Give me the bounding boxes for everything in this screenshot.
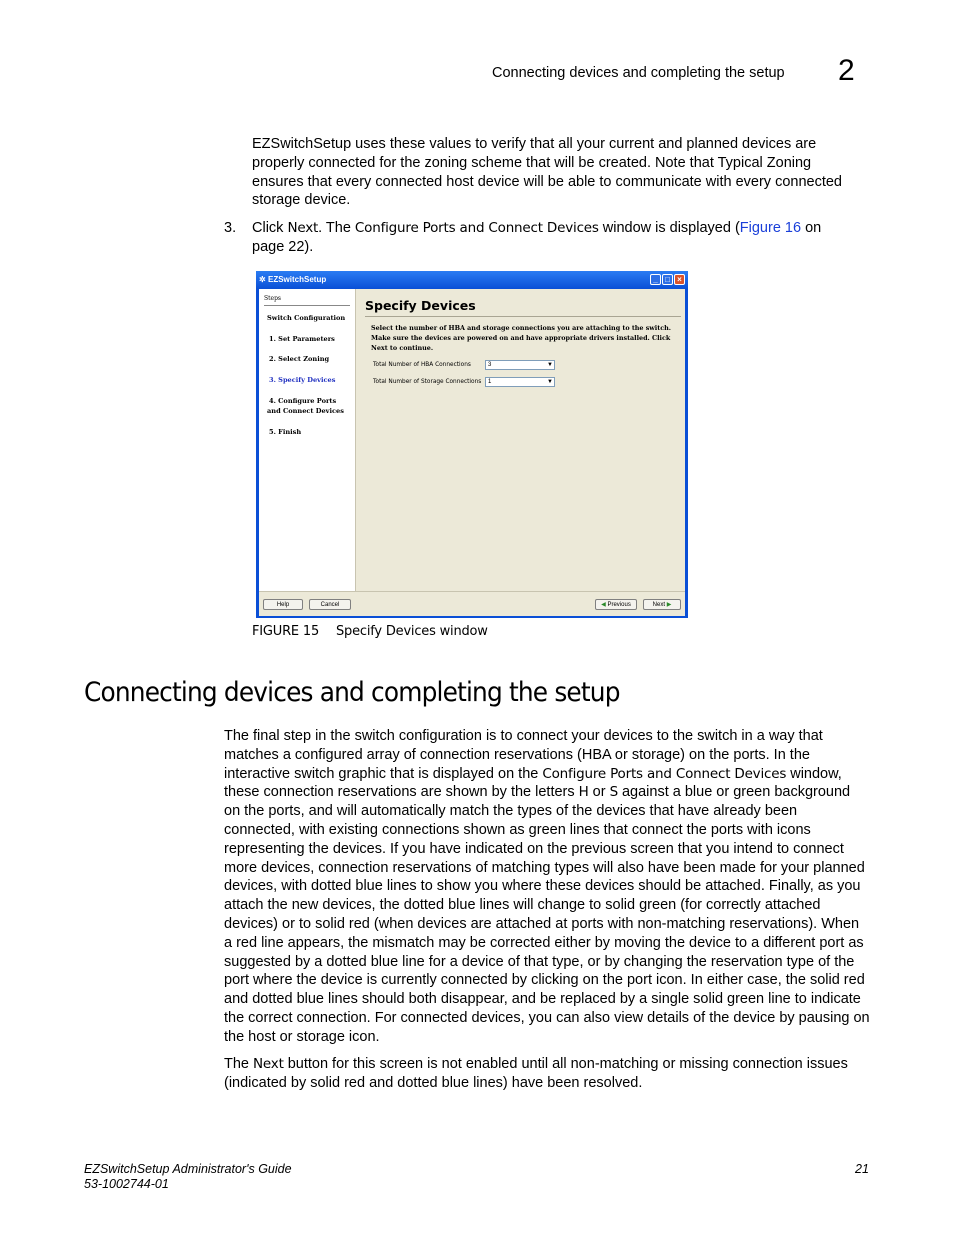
chevron-down-icon: ▼: [547, 379, 553, 385]
steps-header: Steps: [264, 295, 281, 302]
letter-s-term: S: [609, 784, 618, 801]
step-configure-ports-cont: and Connect Devices: [267, 407, 344, 415]
step-3-text: [252, 219, 862, 257]
body-text: button for this screen is not enabled until all non-matching or missing connection issues (indicated by solid red and dotted blue lines) have been resolved.: [224, 1056, 848, 1091]
chevron-down-icon: ▼: [547, 362, 553, 368]
footer-doc-number: 53-1002744-01: [84, 1177, 169, 1191]
step-text: . The: [318, 220, 355, 236]
figure-caption-text: Specify Devices window: [336, 624, 488, 639]
step-text: Click: [252, 220, 288, 236]
step-text: on: [801, 220, 822, 236]
divider: [365, 316, 681, 317]
panel-title: Specify Devices: [365, 298, 476, 313]
step-set-parameters: 1. Set Parameters: [269, 335, 335, 343]
minimize-icon[interactable]: _: [650, 274, 661, 285]
figure-caption: [252, 624, 488, 639]
next-term: Next: [287, 220, 319, 236]
intro-paragraph: EZSwitchSetup uses these values to verify that all your current and planned devices are properly connected for the zoning scheme that will be created. Note that Typical Zoning ensures that every connected host device will be able to communicate with every connected storage device.: [252, 136, 842, 209]
body-paragraph-1: [224, 727, 870, 1047]
window-client: [259, 289, 685, 615]
instructions: Select the number of HBA and storage connections you are attaching to the switch. Make sure the devices are powered on and have appropriate drivers installed. Click Next to continue.: [371, 324, 671, 352]
figure-label: FIGURE 15: [252, 624, 320, 639]
right-arrow-icon: ▶: [666, 602, 672, 608]
previous-label: Previous: [607, 602, 631, 608]
maximize-icon[interactable]: □: [662, 274, 673, 285]
body-text: window, these connection reservations are shown by the letters: [224, 765, 842, 801]
hba-connections-select[interactable]: [485, 360, 555, 370]
cancel-button[interactable]: Cancel: [309, 599, 351, 610]
footer-page-number: 21: [855, 1162, 869, 1176]
steps-panel: [259, 289, 356, 591]
letter-h-term: H: [578, 784, 589, 801]
body-text: against a blue or green background on the ports, and will automatically match the types of the devices that have already been connected, with existing connections shown as green lines that connect the ports with icons representing the devices. If you have indicated on the previous screen that you intend to connect more devices, connection reservations of matching types will also have been made for your planned devices, with dotted blue lines to show you where these devices should be attached. Finally, as you attach the new devices, the dotted blue lines will change to solid green (for correctly attached devices) or to solid red (when devices are attached at ports with non-matching reservations). When a red line appears, the mismatch may be corrected either by moving the device to a different port as suggested by a dotted blue line for a device of that type, or by changing the reservation type of the port where the device is currently connected by clicking on the port icon. In either case, the solid red and dotted blue lines should both disappear, and be replaced by a single solid green line to indicate the correct connection. For connected devices, you can also view details of the device by pausing on the host or storage icon.: [224, 784, 870, 1045]
button-bar: [259, 591, 685, 616]
app-icon: ✲: [259, 275, 266, 284]
body-text: The: [224, 1056, 254, 1072]
figure-16-link[interactable]: Figure 16: [739, 220, 802, 236]
window-title: EZSwitchSetup: [268, 275, 327, 284]
next-label: Next: [652, 602, 666, 608]
ezswitchsetup-window: [256, 271, 688, 618]
storage-connections-value: 1: [488, 379, 492, 385]
next-term: Next: [253, 1056, 284, 1072]
main-panel: [359, 289, 685, 591]
section-title: Connecting devices and completing the setup: [84, 677, 620, 708]
body-text: or: [588, 784, 610, 801]
chapter-number: 2: [838, 54, 855, 87]
footer-guide-title: EZSwitchSetup Administrator's Guide: [84, 1162, 292, 1176]
close-icon[interactable]: ×: [674, 274, 685, 285]
step-select-zoning: 2. Select Zoning: [269, 355, 330, 363]
hba-connections-label: Total Number of HBA Connections: [373, 362, 471, 368]
window-name-term: Configure Ports and Connect Devices: [354, 220, 599, 236]
window-titlebar: [256, 271, 688, 289]
step-finish: 5. Finish: [269, 428, 302, 436]
body-paragraph-2: [224, 1055, 870, 1093]
storage-connections-select[interactable]: [485, 377, 555, 387]
running-header: Connecting devices and completing the setup: [492, 65, 785, 81]
divider: [264, 305, 350, 306]
body-text: The final step in the switch configuration is to connect your devices to the switch in a way that matches a configured array of connection reservations (HBA or storage) on the ports. In the interactive switch graphic that is displayed on the: [224, 728, 823, 782]
next-button[interactable]: [643, 599, 681, 610]
step-text: page 22).: [252, 238, 314, 255]
help-button[interactable]: Help: [263, 599, 303, 610]
step-number: 3.: [224, 220, 237, 236]
step-configure-ports: 4. Configure Ports: [269, 397, 337, 405]
previous-button[interactable]: [595, 599, 637, 610]
left-arrow-icon: ◀: [601, 602, 606, 608]
step-specify-devices: 3. Specify Devices: [269, 376, 336, 384]
storage-connections-label: Total Number of Storage Connections: [373, 379, 482, 385]
window-name-term: Configure Ports and Connect Devices: [542, 765, 787, 782]
step-text: window is displayed (: [598, 220, 740, 236]
step-switch-configuration: Switch Configuration: [267, 314, 346, 322]
hba-connections-value: 3: [488, 362, 492, 368]
